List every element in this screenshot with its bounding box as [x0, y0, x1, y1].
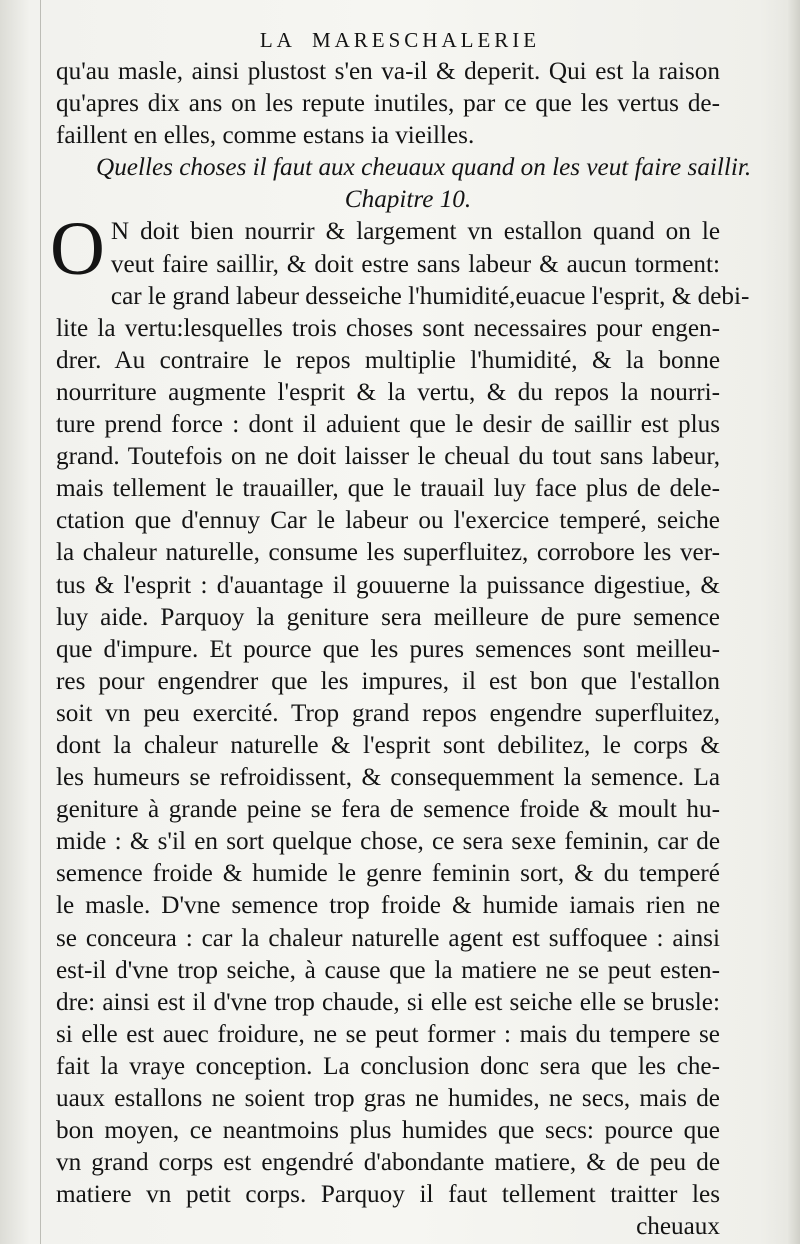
text-line: bon moyen, ce neantmoins plus humides que secs: pource que: [56, 1117, 720, 1145]
running-head: LA MARESCHALERIE: [259, 28, 541, 52]
text-line: car le grand labeur desseiche l'humidité,euacue l'esprit, & debi-: [110, 282, 750, 310]
text-line: soit vn peu exercité. Trop grand repos engendre superfluitez,: [56, 699, 720, 727]
text-line: mide : & s'il en sort quelque chose, ce sera sexe feminin, car de: [56, 828, 720, 856]
drop-cap: O: [50, 207, 105, 292]
text-line: veut faire saillir, & doit estre sans labeur & aucun torment:: [110, 250, 720, 278]
text-line: lite la vertu:lesquelles trois choses sont necessaires pour engen-: [56, 314, 720, 342]
text-line: se conceura : car la chaleur naturelle agent est suffoquee : ainsi: [56, 924, 720, 952]
text-block: [50, 56, 752, 1243]
text-line: luy aide. Parquoy la geniture sera meilleure de pure semence: [56, 603, 720, 631]
text-line: qu'au masle, ainsi plustost s'en va-il & deperit. Qui est la raison: [56, 58, 720, 85]
chapter-number: Chapitre 10.: [344, 186, 472, 214]
text-line: ture prend force : dont il aduient que le desir de saillir est plus: [56, 411, 720, 439]
text-line: les humeurs se refroidissent, & consequemment la semence. La: [56, 764, 720, 792]
text-line: drer. Au contraire le repos multiplie l'humidité, & la bonne: [56, 346, 720, 374]
chapter-opening: [50, 207, 720, 292]
text-line: faillent en elles, comme estans ia vieilles.: [56, 122, 475, 150]
text-line: mais tellement le trauailler, que le trauail luy face plus de dele-: [56, 475, 720, 503]
chapter-heading: Quelles choses il faut aux cheuaux quand on les veut faire saillir.: [96, 154, 752, 182]
text-line: la chaleur naturelle, consume les superfluitez, corrobore les ver-: [56, 539, 720, 567]
text-line: grand. Toutefois on ne doit laisser le cheual du tout sans labeur,: [56, 443, 720, 471]
body-text: [56, 281, 750, 1212]
catchword: cheuaux: [636, 1213, 720, 1241]
text-line: si elle est auec froidure, ne se peut former : mais du tempere se: [56, 1020, 720, 1048]
text-line: que d'impure. Et pource que les pures semences sont meilleu-: [56, 635, 720, 663]
text-line: N doit bien nourrir & largement vn estallon quand on le: [110, 218, 720, 246]
text-line: semence froide & humide le genre feminin sort, & du temperé: [56, 860, 720, 888]
text-line: matiere vn petit corps. Parquoy il faut tellement traitter les: [56, 1181, 720, 1209]
text-line: qu'apres dix ans on les repute inutiles, par ce que les vertus de-: [56, 90, 720, 118]
text-line: geniture à grande peine se fera de semence froide & moult hu-: [56, 796, 720, 824]
text-line: fait la vraye conception. La conclusion donc sera que les che-: [56, 1052, 720, 1080]
text-line: res pour engendrer que les impures, il est bon que l'estallon: [56, 667, 720, 695]
text-line: ctation que d'ennuy Car le labeur ou l'exercice temperé, seiche: [56, 507, 720, 535]
text-line: dre: ainsi est il d'vne trop chaude, si elle est seiche elle se brusle:: [56, 988, 720, 1016]
text-line: nourriture augmente l'esprit & la vertu, & du repos la nourri-: [56, 378, 720, 406]
text-line: est-il d'vne trop seiche, à cause que la matiere ne se peut esten-: [56, 956, 720, 984]
gutter-line: [40, 0, 41, 1244]
text-line: le masle. D'vne semence trop froide & humide iamais rien ne: [56, 892, 720, 920]
text-line: tus & l'esprit : d'auantage il gouuerne la puissance digestiue, &: [56, 571, 720, 599]
text-line: vn grand corps est engendré d'abondante matiere, & de peu de: [56, 1149, 720, 1177]
text-line: uaux estallons ne soient trop gras ne humides, ne secs, mais de: [56, 1085, 720, 1112]
page-edge: [788, 0, 800, 1244]
text-line: dont la chaleur naturelle & l'esprit sont debilitez, le corps &: [56, 731, 720, 759]
